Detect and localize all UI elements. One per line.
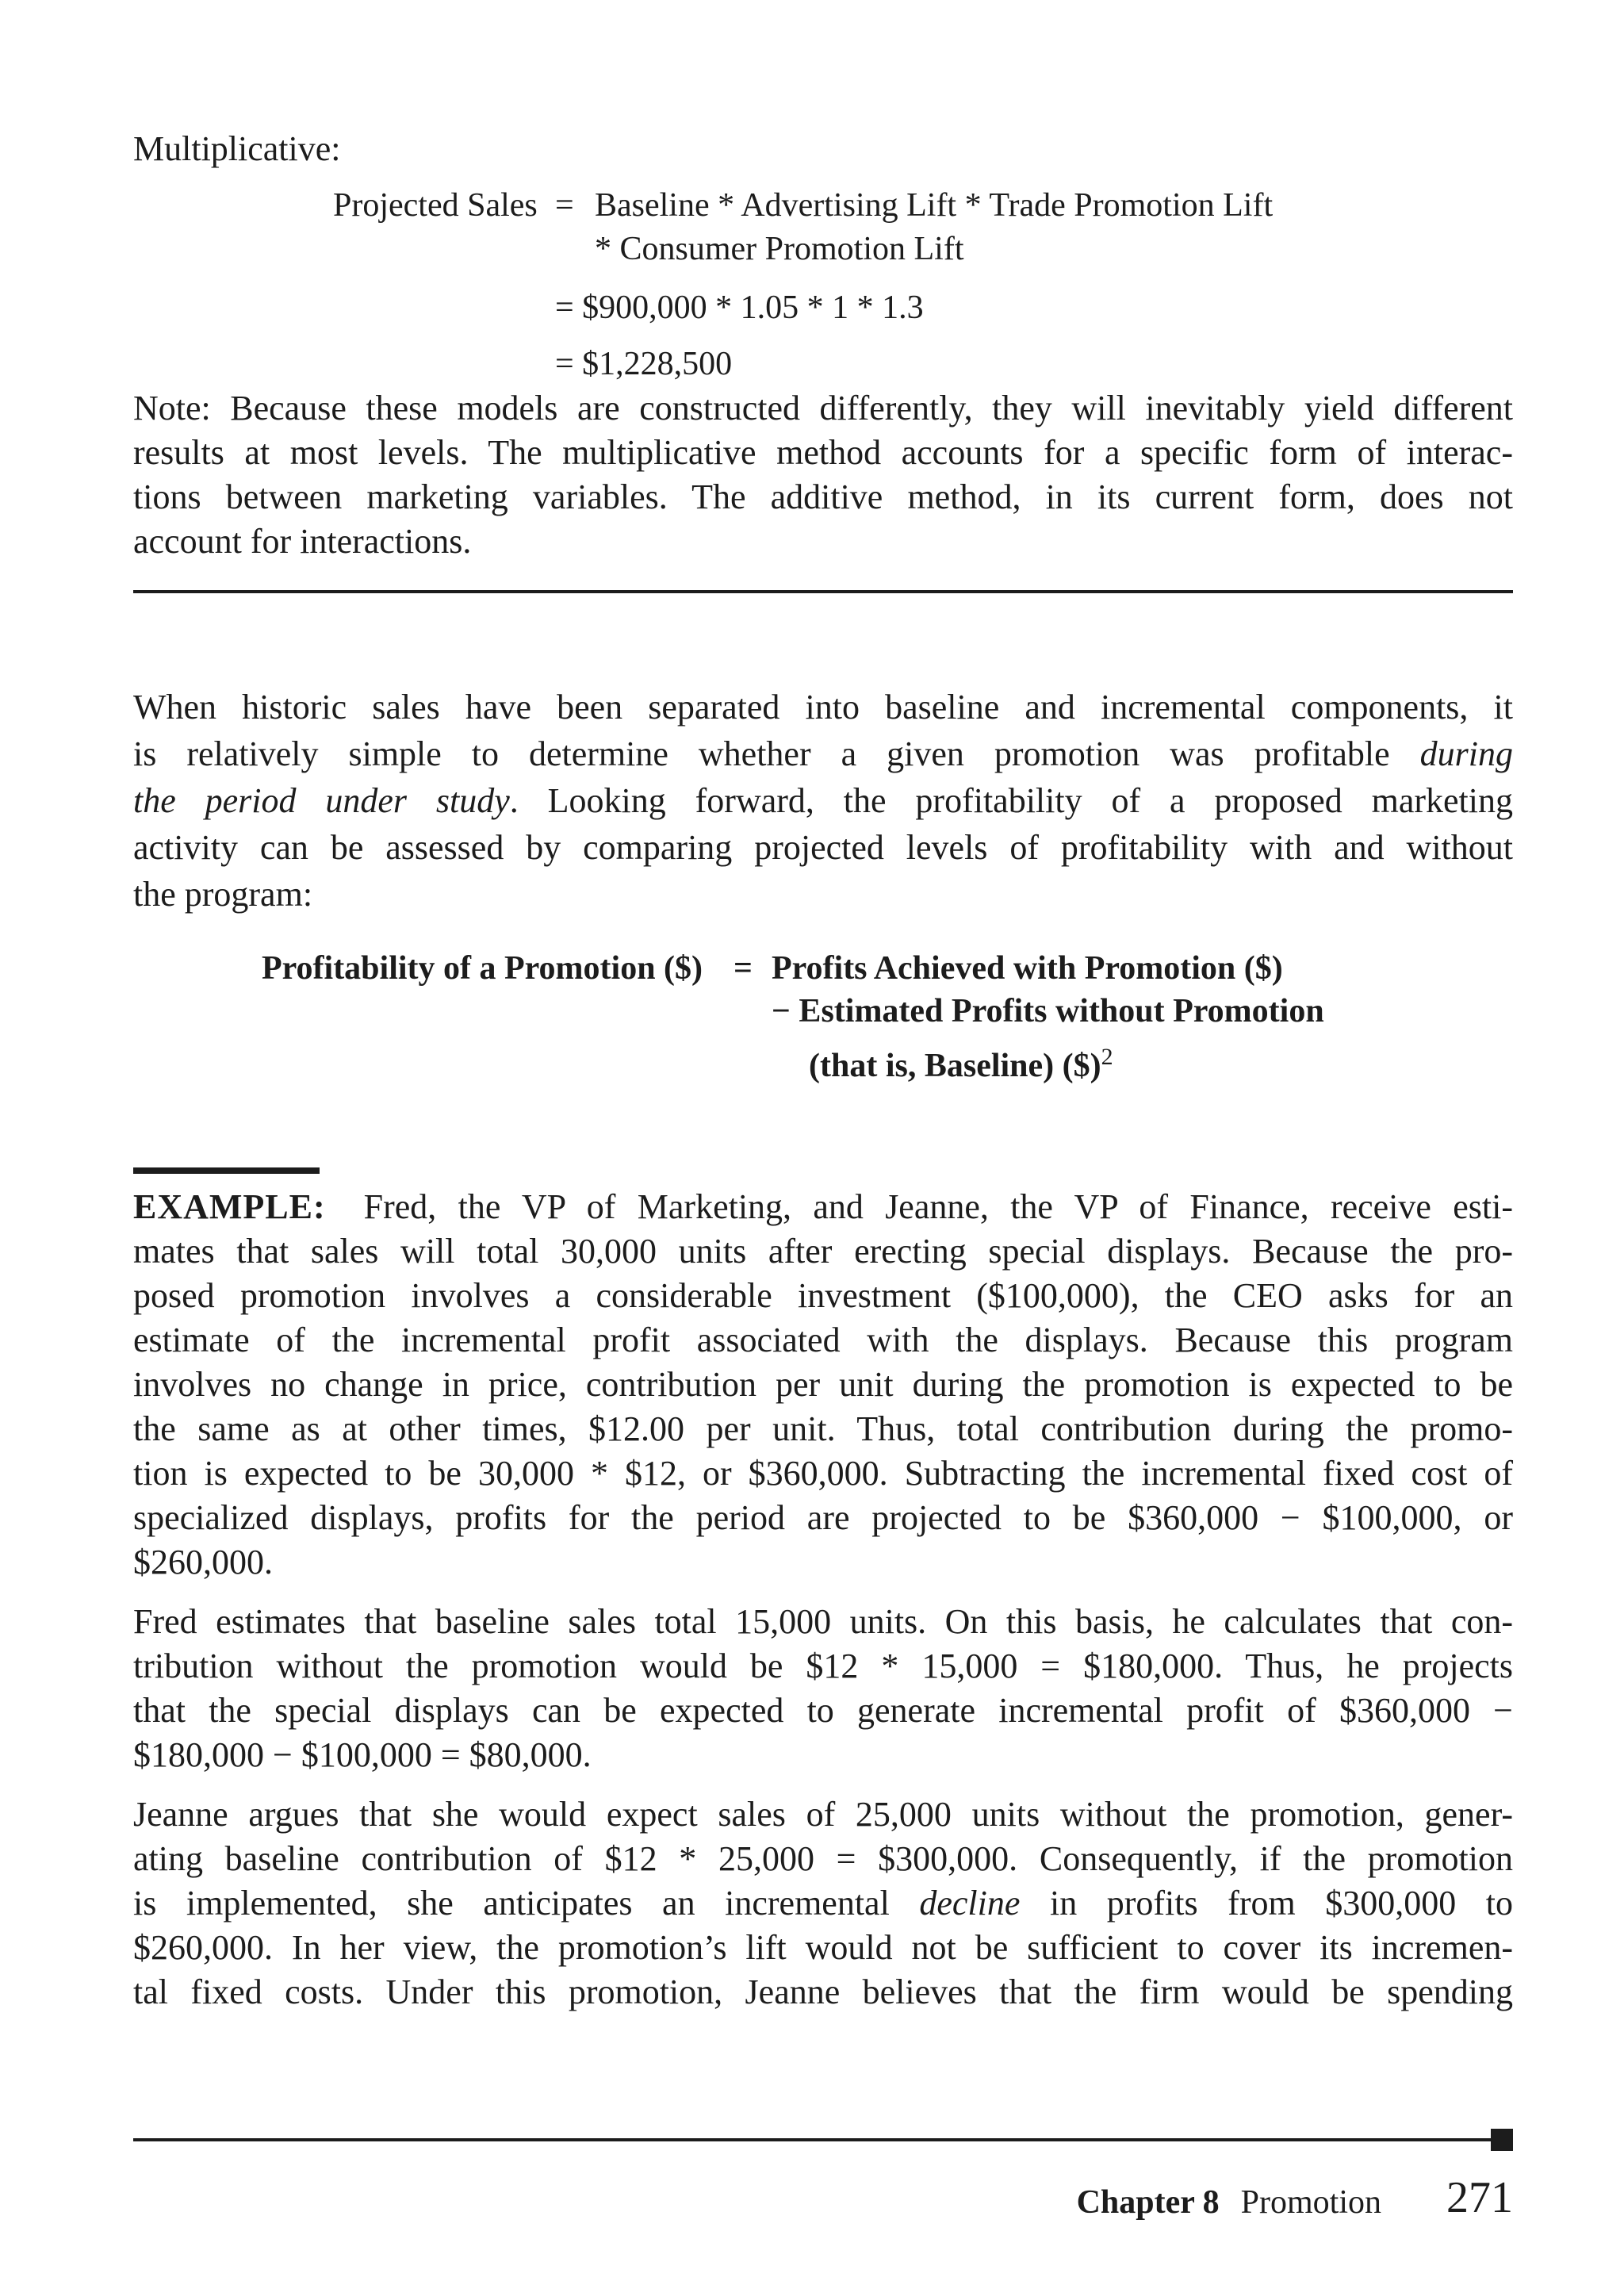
intro-line [133, 777, 1513, 824]
intro-line: the program: [133, 875, 313, 914]
fred-line: Fred estimates that baseline sales total 15,000 units. On this basis, he calculates that con- [133, 1602, 1513, 1641]
example-text: Fred, the VP of Marketing, and Jeanne, the VP of Finance, receive esti- [363, 1187, 1513, 1226]
eq1-lhs: Projected Sales [333, 187, 538, 224]
intro-line: activity can be assessed by comparing projected levels of profitability with and without [133, 828, 1513, 867]
multiplicative-heading: Multiplicative: [133, 129, 341, 168]
jeanne-line: $260,000. In her view, the promotion’s lift would not be sufficient to cover its incremen- [133, 1928, 1513, 1967]
eq1-line1: Baseline * Advertising Lift * Trade Promotion Lift [595, 187, 1274, 224]
example-line: tion is expected to be 30,000 * $12, or $360,000. Subtracting the incremental fixed cost of [133, 1454, 1513, 1493]
eq1-line4: = $1,228,500 [555, 346, 733, 382]
example-line [133, 1185, 1513, 1229]
footer-square-icon [1491, 2129, 1513, 2151]
fred-line: that the special displays can be expected to generate incremental profit of $360,000 − [133, 1691, 1513, 1730]
example-marker-bar [133, 1167, 320, 1174]
jeanne-line: ating baseline contribution of $12 * 25,000 = $300,000. Consequently, if the promotion [133, 1839, 1513, 1878]
intro-emphasis: during [1419, 734, 1513, 773]
jeanne-text: is implemented, she anticipates an incremental [133, 1884, 890, 1923]
chapter-number: Chapter 8 [1076, 2184, 1220, 2221]
fred-line: tribution without the promotion would be $12 * 15,000 = $180,000. Thus, he projects [133, 1647, 1513, 1685]
intro-line [133, 730, 1513, 777]
eq1-equals: = [555, 187, 574, 224]
note-paragraph [133, 386, 1513, 564]
page-number: 271 [1446, 2173, 1513, 2222]
note-line: account for interactions. [133, 522, 472, 561]
eq2-line2: − Estimated Profits without Promotion [772, 993, 1324, 1029]
intro-emphasis: the period under study [133, 781, 510, 820]
eq2-lhs: Profitability of a Promotion ($) [262, 950, 703, 987]
intro-text: is relatively simple to determine whether a given promotion was profitable [133, 734, 1390, 773]
example-paragraph [133, 1185, 1513, 1585]
note-line: Note: Because these models are constructed differently, they will inevitably yield different [133, 389, 1513, 427]
eq1-line3: = $900,000 * 1.05 * 1 * 1.3 [555, 289, 924, 326]
intro-text: . Looking forward, the profitability of a proposed marketing [509, 781, 1513, 820]
intro-paragraph [133, 684, 1513, 918]
eq2-equals: = [733, 950, 753, 987]
note-line: results at most levels. The multiplicative method accounts for a specific form of interac- [133, 433, 1513, 472]
jeanne-paragraph [133, 1792, 1513, 2015]
example-line: $260,000. [133, 1543, 273, 1581]
example-label: EXAMPLE: [133, 1187, 326, 1226]
example-line: mates that sales will total 30,000 units after erecting special displays. Because the pro- [133, 1232, 1513, 1271]
example-line: involves no change in price, contribution per unit during the promotion is expected to be [133, 1365, 1513, 1404]
eq2-line1: Profits Achieved with Promotion ($) [772, 950, 1283, 987]
footer-rule [133, 2138, 1513, 2141]
intro-line: When historic sales have been separated into baseline and incremental components, it [133, 688, 1513, 726]
chapter-title: Promotion [1240, 2184, 1381, 2221]
eq1-line2: * Consumer Promotion Lift [595, 231, 964, 267]
jeanne-text: in profits from $300,000 to [1049, 1884, 1514, 1923]
example-line: posed promotion involves a considerable investment ($100,000), the CEO asks for an [133, 1276, 1513, 1315]
example-line: estimate of the incremental profit associated with the displays. Because this program [133, 1321, 1513, 1359]
jeanne-line: Jeanne argues that she would expect sales of 25,000 units without the promotion, gener- [133, 1795, 1513, 1834]
eq2-line3 [809, 1035, 1113, 1088]
jeanne-line [133, 1881, 1513, 1926]
footer-chapter [1077, 2180, 1381, 2225]
section-divider [133, 590, 1513, 593]
eq2-line3-text: (that is, Baseline) ($) [809, 1048, 1101, 1084]
example-line: the same as at other times, $12.00 per unit. Thus, total contribution during the promo- [133, 1409, 1513, 1448]
example-line: specialized displays, profits for the period are projected to be $360,000 − $100,000, or [133, 1498, 1513, 1537]
fred-line: $180,000 − $100,000 = $80,000. [133, 1735, 592, 1774]
jeanne-emphasis: decline [919, 1884, 1021, 1923]
note-line: tions between marketing variables. The additive method, in its current form, does not [133, 477, 1513, 516]
jeanne-line: tal fixed costs. Under this promotion, Jeanne believes that the firm would be spending [133, 1972, 1513, 2011]
fred-paragraph [133, 1600, 1513, 1777]
footnote-marker: 2 [1101, 1044, 1113, 1070]
